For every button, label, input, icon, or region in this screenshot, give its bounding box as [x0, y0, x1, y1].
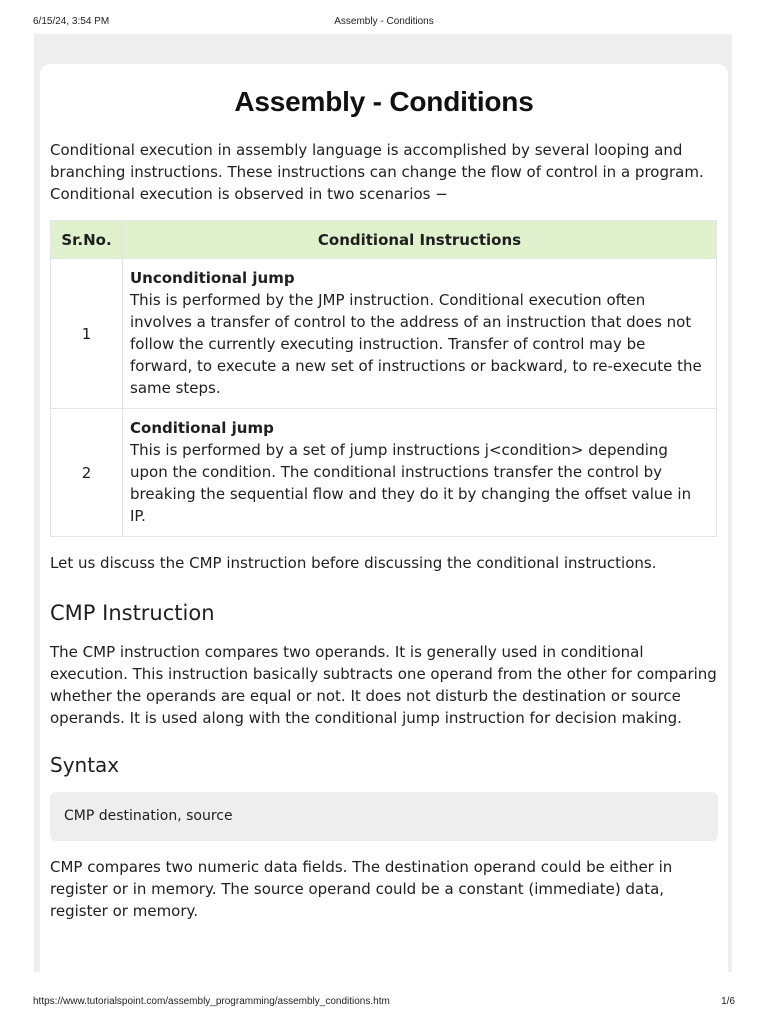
- cmp-description-paragraph: The CMP instruction compares two operands. It is generally used in conditional execution. This instruction basically subtracts one operand from the other for comparing whether the operands are equal or not. It does not disturb the destination or source operands. It is used along with the conditional jump instruction for decision making.: [50, 643, 717, 727]
- row-number: 2: [51, 409, 123, 537]
- table-row: [51, 259, 717, 409]
- page-url: https://www.tutorialspoint.com/assembly_programming/assembly_conditions.htm: [33, 996, 390, 1007]
- cmp-instruction-heading: CMP Instruction: [50, 601, 215, 625]
- page-title: Assembly - Conditions: [234, 86, 534, 117]
- conditional-instructions-table: [50, 220, 717, 537]
- intro-paragraph: Conditional execution in assembly language is accomplished by several looping and branching instructions. These instructions can change the flow of control in a program. Conditional execution is observed in two scenarios −: [50, 141, 704, 203]
- table-header-instructions: Conditional Instructions: [123, 221, 717, 259]
- row-description: [123, 259, 717, 409]
- cmp-intro-paragraph: Let us discuss the CMP instruction before discussing the conditional instructions.: [50, 554, 657, 572]
- article-content: [50, 64, 718, 922]
- print-title: Assembly - Conditions: [334, 16, 434, 27]
- print-date: 6/15/24, 3:54 PM: [33, 16, 110, 27]
- row-title: Conditional jump: [130, 419, 274, 437]
- row-description: [123, 409, 717, 537]
- row-text: This is performed by a set of jump instructions j<condition> depending upon the condition. The conditional instructions transfer the control by breaking the sequential flow and they do it by changing the offset value in IP.: [130, 441, 692, 525]
- row-number: 1: [51, 259, 123, 409]
- table-header-row: [51, 221, 717, 259]
- table-row: [51, 409, 717, 537]
- row-text: This is performed by the JMP instruction. Conditional execution often involves a transfer of control to the address of an instruction that does not follow the currently executing instruction. Transfer of control may be forward, to execute a new set of instructions or backward, to re-execute the same steps.: [130, 291, 702, 397]
- print-footer: [33, 996, 735, 1010]
- row-title: Unconditional jump: [130, 269, 295, 287]
- syntax-code-block: CMP destination, source: [50, 792, 718, 841]
- cmp-operands-paragraph: CMP compares two numeric data fields. The destination operand could be either in register or in memory. The source operand could be a constant (immediate) data, register or memory.: [50, 858, 673, 920]
- article-card: [40, 64, 728, 972]
- print-header: [33, 16, 735, 30]
- syntax-heading: Syntax: [50, 753, 120, 777]
- page-number: 1/6: [721, 996, 735, 1007]
- table-header-srno: Sr.No.: [51, 221, 123, 259]
